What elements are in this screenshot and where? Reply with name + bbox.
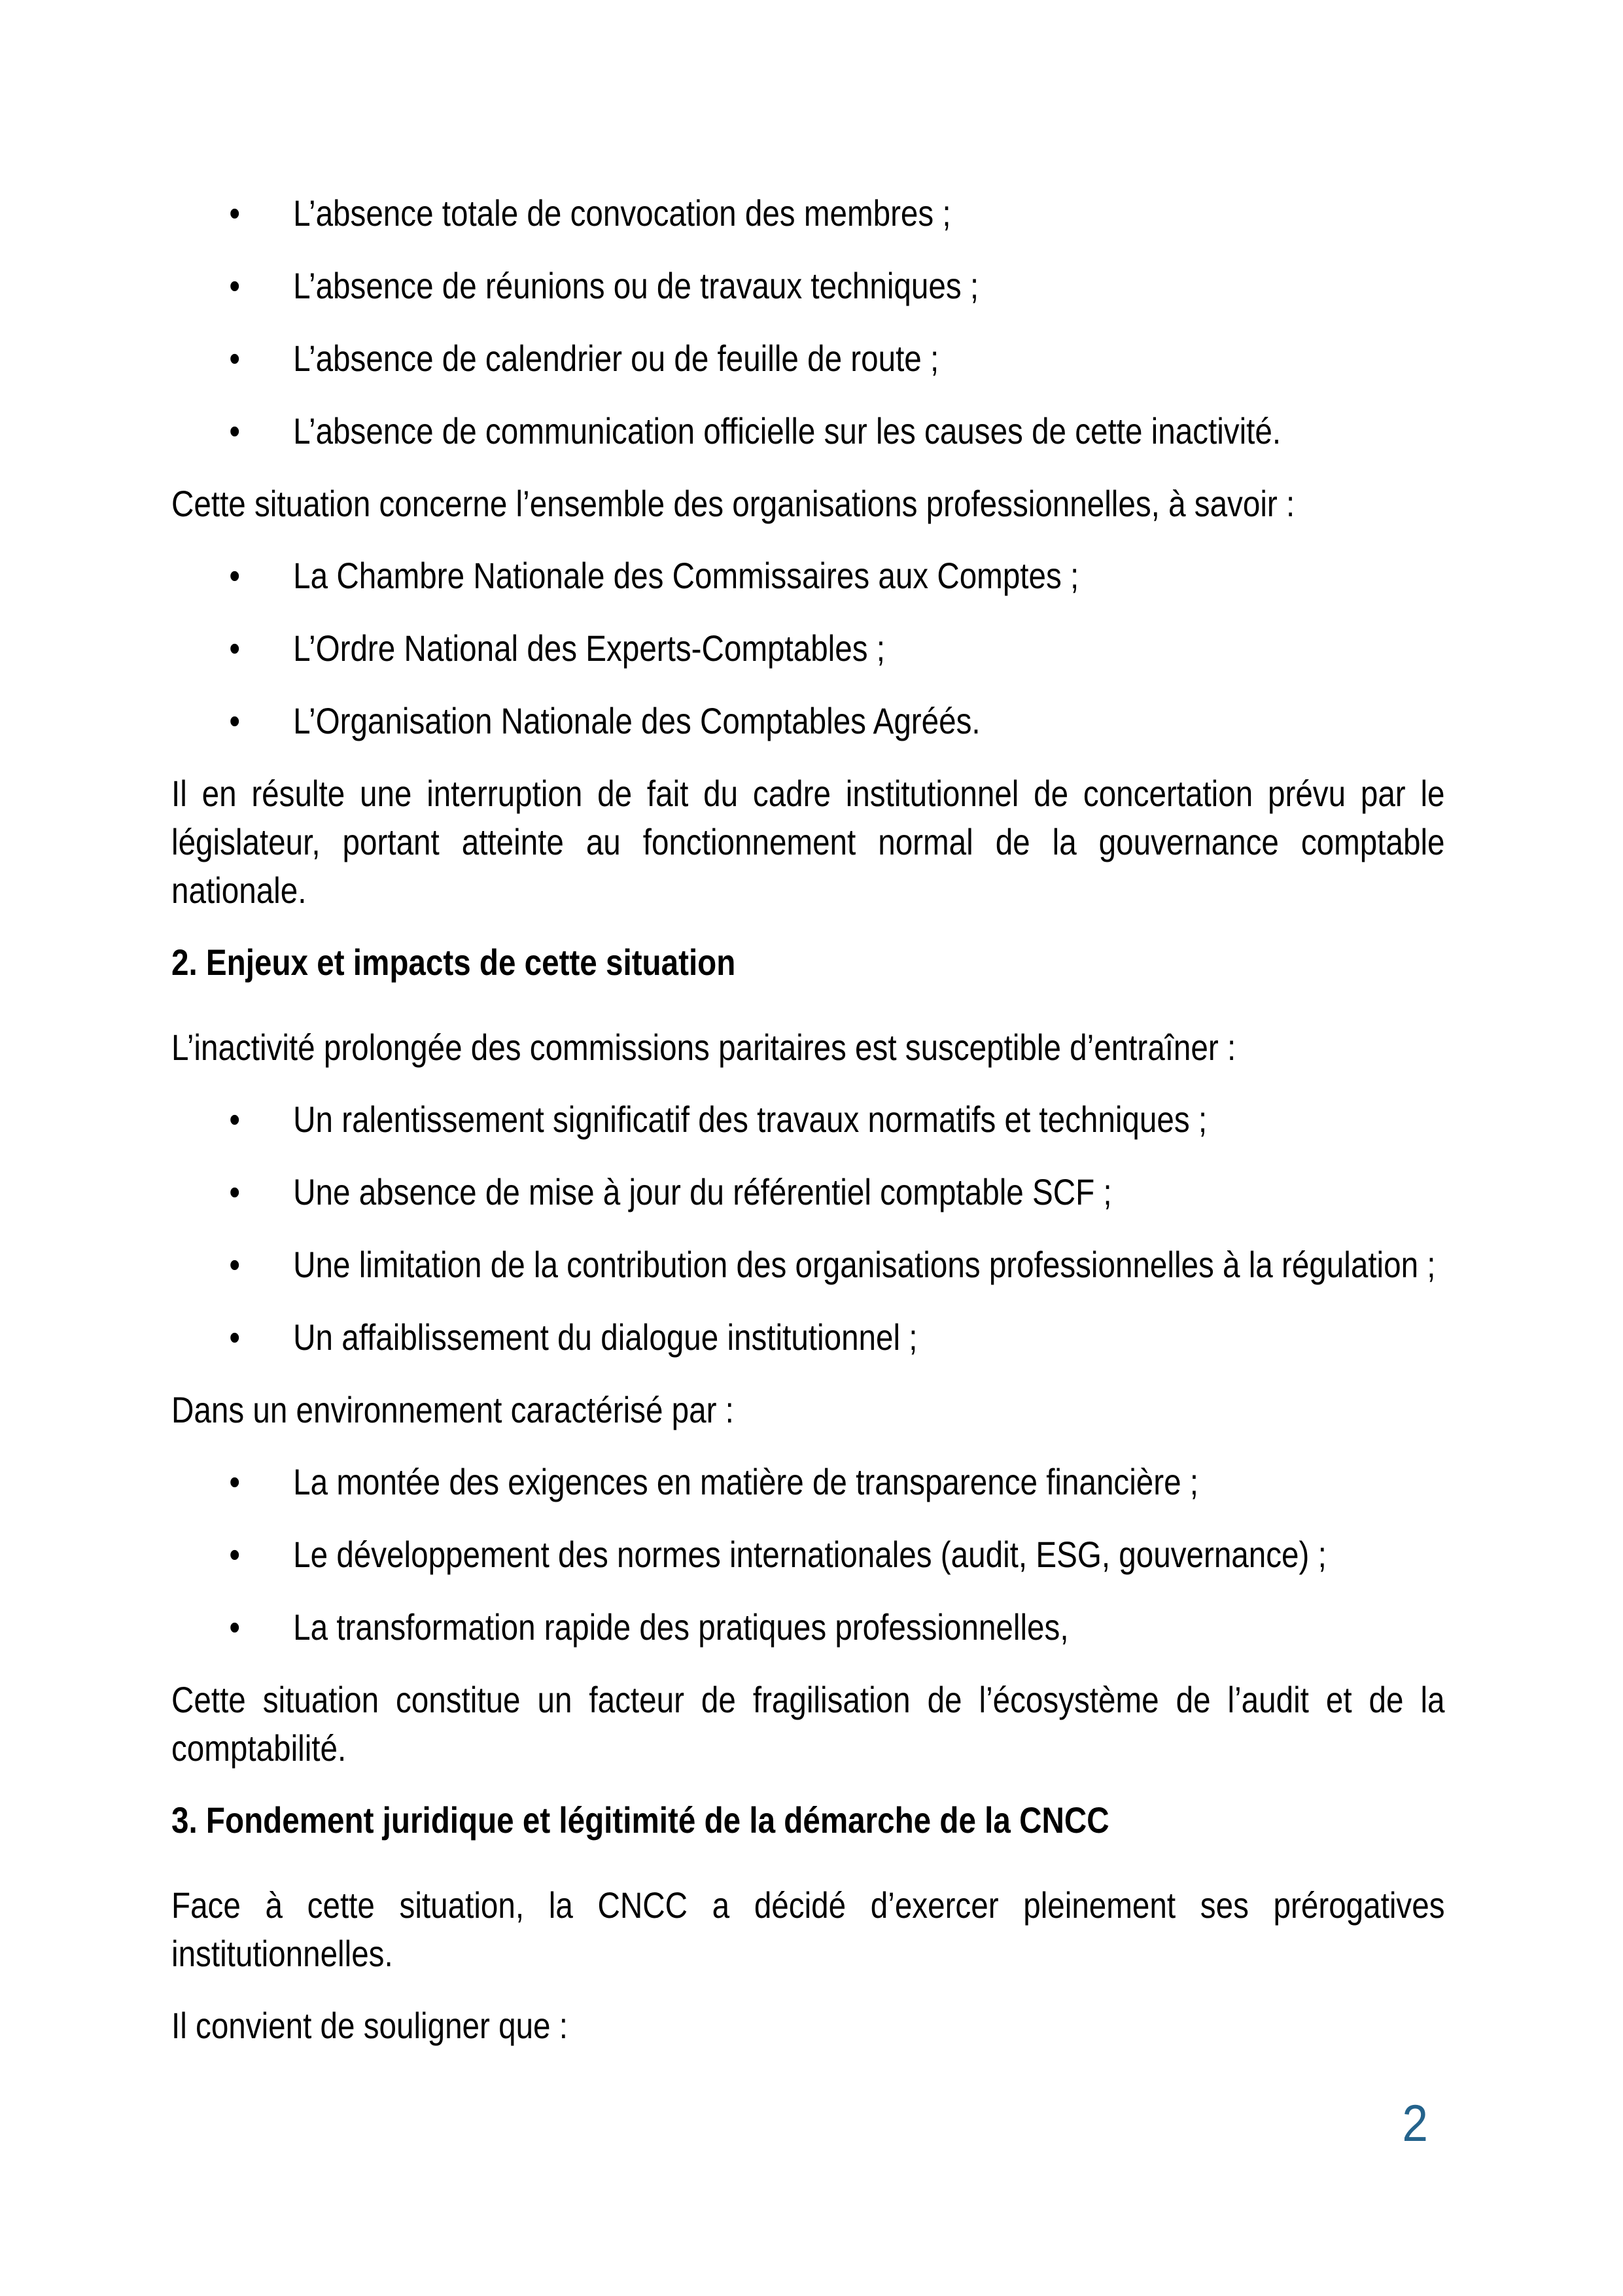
page-number: 2: [1402, 2094, 1428, 2152]
paragraph-fragilisation: Cette situation constitue un facteur de fragilisation de l’écosystème de l’audit et de la comptabilité.: [171, 1679, 1445, 1769]
list-item: • L’Organisation Nationale des Comptables Agréés.: [171, 697, 1445, 745]
list-item: • L’absence de calendrier ou de feuille de route ;: [171, 334, 1445, 383]
list-item: • Une absence de mise à jour du référentiel comptable SCF ;: [171, 1168, 1445, 1216]
paragraph-inactivite: L’inactivité prolongée des commissions paritaires est susceptible d’entraîner :: [171, 1027, 1236, 1068]
paragraph-environnement: Dans un environnement caractérisé par :: [171, 1389, 734, 1430]
bullet-list-impacts: [171, 1095, 1445, 1362]
list-item: • Un ralentissement significatif des travaux normatifs et techniques ;: [171, 1095, 1445, 1144]
list-item: • La transformation rapide des pratiques professionnelles,: [171, 1603, 1445, 1651]
list-item: • L’absence de réunions ou de travaux techniques ;: [171, 262, 1445, 310]
bullet-list-organisations: [171, 552, 1445, 745]
paragraph-situation: Cette situation concerne l’ensemble des organisations professionnelles, à savoir :: [171, 483, 1295, 524]
paragraph-resulte: Il en résulte une interruption de fait du cadre institutionnel de concertation prévu par le législateur, portant atteinte au fonctionnement normal de la gouvernance comptable nationale.: [171, 773, 1445, 911]
heading-fondement: 3. Fondement juridique et légitimité de la démarche de la CNCC: [171, 1799, 1109, 1841]
bullet-list-absence: [171, 189, 1445, 455]
list-item: • La Chambre Nationale des Commissaires aux Comptes ;: [171, 552, 1445, 600]
paragraph-face: Face à cette situation, la CNCC a décidé d’exercer pleinement ses prérogatives institutionnelles.: [171, 1884, 1445, 1974]
list-item: • Un affaiblissement du dialogue institutionnel ;: [171, 1313, 1445, 1362]
document-body: [171, 189, 1445, 2074]
list-item: • Le développement des normes internationales (audit, ESG, gouvernance) ;: [171, 1530, 1445, 1579]
list-item: • L’absence totale de convocation des membres ;: [171, 189, 1445, 238]
list-item: • La montée des exigences en matière de transparence financière ;: [171, 1458, 1445, 1506]
list-item: • Une limitation de la contribution des organisations professionnelles à la régulation ;: [171, 1241, 1445, 1289]
paragraph-convient: Il convient de souligner que :: [171, 2005, 568, 2046]
list-item: • L’absence de communication officielle sur les causes de cette inactivité.: [171, 407, 1445, 455]
bullet-list-environnement: [171, 1458, 1445, 1651]
list-item: • L’Ordre National des Experts-Comptables ;: [171, 624, 1445, 673]
heading-enjeux: 2. Enjeux et impacts de cette situation: [171, 942, 736, 983]
